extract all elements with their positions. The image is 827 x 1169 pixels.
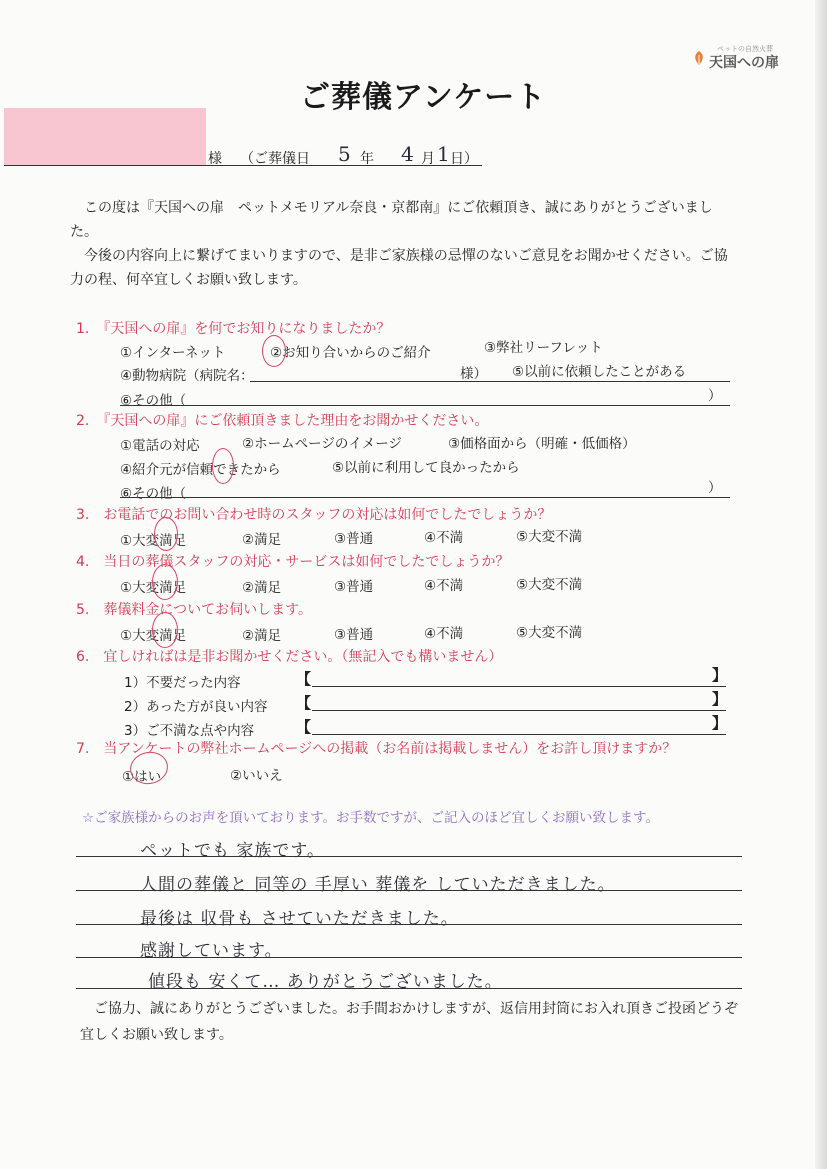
q6-item-1-field[interactable]	[312, 686, 726, 687]
q6-item-3-label: 3）ご不満な点や内容	[124, 723, 255, 739]
q3-answer-circle	[154, 517, 178, 551]
q3-option-5[interactable]: ⑤大変不満	[516, 529, 583, 545]
voice-rule-2	[76, 890, 742, 891]
q6-item-1-label: 1）不要だった内容	[124, 675, 241, 691]
q6-item-2-label: 2）あった方が良い内容	[124, 699, 268, 715]
intro-text	[70, 196, 730, 292]
q1-option-6[interactable]: ⑥その他（	[120, 393, 187, 409]
q1-option-3[interactable]: ③弊社リーフレット	[484, 340, 603, 356]
question-6: 6. 宜しければは是非お聞かせください。（無記入でも構いません）	[76, 649, 503, 665]
q3-option-1[interactable]: ①大変満足	[120, 533, 187, 549]
q5-answer-circle	[152, 612, 178, 648]
voice-heading: ☆ご家族様からのお声を頂いております。お手数ですが、ご記入のほど宜しくお願い致します。	[82, 810, 659, 826]
q6-item-2-close: 】	[712, 690, 728, 708]
q1-answer-circle	[262, 335, 286, 367]
question-7: 7. 当アンケートの弊社ホームページへの掲載（お名前は掲載しません）をお許し頂けますか？	[76, 741, 677, 757]
q1-other-line	[120, 405, 730, 406]
sama-label: 様	[208, 151, 222, 167]
intro-paragraph-1: この度は『天国への扉 ペットメモリアル奈良・京都南』にご依頼頂き、誠にありがとうございました。	[70, 200, 713, 240]
q6-item-2-field[interactable]	[312, 710, 726, 711]
voice-rule-1	[76, 856, 742, 857]
voice-rule-5	[76, 988, 742, 989]
q2-option-5[interactable]: ⑤以前に利用して良かったから	[332, 460, 520, 476]
q2-option-1[interactable]: ①電話の対応	[120, 438, 200, 454]
q1-hospital-line	[250, 381, 730, 382]
q1-option-4-suffix: 様）	[460, 366, 487, 382]
funeral-day-value[interactable]: 1	[437, 142, 450, 166]
q4-option-2[interactable]: ②満足	[242, 580, 282, 596]
q6-item-3-field[interactable]	[312, 734, 726, 735]
funeral-date-label: （ご葬儀日	[240, 151, 310, 167]
q4-answer-circle	[152, 564, 178, 600]
q1-option-6-close: ）	[708, 388, 722, 404]
q2-option-4[interactable]: ④紹介元が信頼できたから	[120, 462, 281, 478]
closing-text: ご協力、誠にありがとうございました。お手間おかけしますが、返信用封筒にお入れ頂きご投函どうぞ宜しくお願い致します。	[80, 1001, 738, 1043]
q3-option-2[interactable]: ②満足	[242, 532, 282, 548]
q4-option-1[interactable]: ①大変満足	[120, 580, 187, 596]
q6-item-1-close: 】	[712, 666, 728, 684]
q4-option-3[interactable]: ③普通	[334, 579, 374, 595]
q2-other-line	[120, 497, 730, 498]
q2-option-6[interactable]: ⑥その他（	[120, 486, 187, 502]
q5-option-4[interactable]: ④不満	[424, 626, 464, 642]
scan-edge	[815, 0, 827, 1169]
q2-option-6-close: ）	[708, 480, 722, 496]
funeral-year-value[interactable]: 5	[338, 142, 351, 166]
voice-line-4[interactable]: 感謝しています。	[140, 941, 283, 961]
question-3: 3. お電話でのお問い合わせ時のスタッフの対応は如何でしたでしょうか？	[76, 507, 552, 523]
question-4: 4. 当日の葬儀スタッフの対応・サービスは如何でしたでしょうか？	[76, 554, 510, 570]
question-2: 2. 『天国への扉』にご依頼頂きました理由をお聞かせください。	[76, 413, 489, 429]
q6-item-1-open: 【	[296, 670, 312, 688]
q1-option-2[interactable]: ②お知り合いからのご紹介	[270, 345, 431, 361]
q2-option-3[interactable]: ③価格面から（明確・低価格）	[448, 436, 636, 452]
logo-tagline: ペットの自然火葬	[717, 45, 773, 53]
voice-line-1[interactable]: ペットでも 家族です。	[140, 841, 326, 861]
voice-line-3[interactable]: 最後は 収骨も させていただきました。	[140, 909, 459, 929]
q7-option-no[interactable]: ②いいえ	[230, 768, 283, 784]
q3-option-4[interactable]: ④不満	[424, 530, 464, 546]
page-title: ご葬儀アンケート	[300, 80, 547, 115]
q1-option-5[interactable]: ⑤以前に依頼したことがある	[512, 364, 687, 380]
q5-option-5[interactable]: ⑤大変不満	[516, 625, 583, 641]
q6-item-2-open: 【	[296, 694, 312, 712]
voice-line-2[interactable]: 人間の葬儀と 同等の 手厚い 葬儀を していただきました。	[140, 875, 616, 895]
q5-option-1[interactable]: ①大変満足	[120, 628, 187, 644]
month-suffix: 月	[421, 151, 435, 167]
q4-option-4[interactable]: ④不満	[424, 578, 464, 594]
redacted-name	[4, 108, 206, 166]
q3-option-3[interactable]: ③普通	[334, 531, 374, 547]
q1-option-1[interactable]: ①インターネット	[120, 345, 226, 361]
q5-option-2[interactable]: ②満足	[242, 628, 282, 644]
year-suffix: 年	[360, 151, 374, 167]
q4-option-5[interactable]: ⑤大変不満	[516, 577, 583, 593]
voice-line-5[interactable]: 値段も 安くて… ありがとうございました。	[148, 972, 503, 992]
q6-item-3-open: 【	[296, 718, 312, 736]
question-1: 1. 『天国への扉』を何でお知りになりましたか？	[76, 321, 391, 337]
q1-option-4[interactable]: ④動物病院（病院名：	[120, 368, 254, 384]
funeral-month-value[interactable]: 4	[401, 142, 414, 166]
q2-answer-circle	[212, 448, 234, 484]
q5-option-3[interactable]: ③普通	[334, 627, 374, 643]
logo-leaf-icon	[692, 50, 706, 66]
q7-option-yes[interactable]: ①はい	[122, 769, 162, 785]
voice-rule-3	[76, 924, 742, 925]
logo-name: 天国への扉	[709, 55, 779, 71]
voice-rule-4	[76, 957, 742, 958]
intro-paragraph-2: 今後の内容向上に繋げてまいりますので、是非ご家族様の忌憚のないご意見をお聞かせください。ご協力の程、何卒宜しくお願い致します。	[70, 248, 728, 288]
q2-option-2[interactable]: ②ホームページのイメージ	[242, 436, 402, 452]
q6-item-3-close: 】	[712, 714, 728, 732]
day-suffix: 日）	[450, 151, 478, 167]
question-5: 5. 葬儀料金についてお伺いします。	[76, 602, 312, 618]
